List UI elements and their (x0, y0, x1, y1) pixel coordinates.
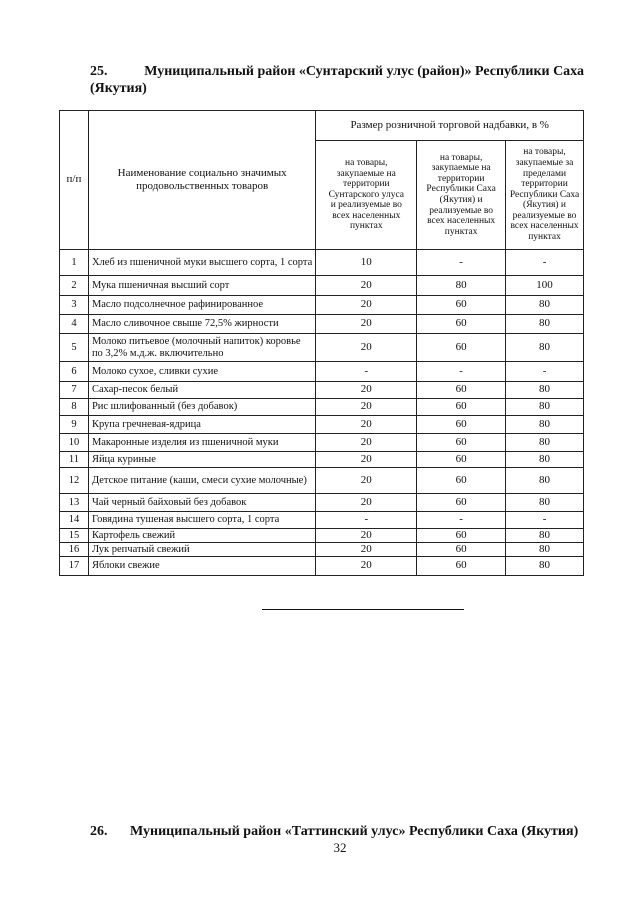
row-product: Яблоки свежие (88, 557, 315, 576)
table-row (60, 276, 584, 296)
row-num: 14 (60, 512, 89, 529)
row-num: 11 (60, 452, 89, 468)
row-product: Макаронные изделия из пшеничной муки (88, 434, 315, 452)
row-product: Мука пшеничная высший сорт (88, 276, 315, 296)
row-value-local: 20 (316, 543, 417, 557)
row-num: 13 (60, 494, 89, 512)
header-col3-l8: всех населенных (510, 221, 579, 232)
row-value-republic: 60 (417, 452, 506, 468)
row-value-republic: 80 (417, 276, 506, 296)
row-value-outside: 80 (506, 452, 584, 468)
row-value-local: 20 (316, 276, 417, 296)
row-product: Хлеб из пшеничной муки высшего сорта, 1 сорта (88, 250, 315, 276)
header-col3 (506, 141, 584, 250)
header-col1-l7: пунктах (349, 221, 383, 232)
row-value-outside: - (506, 250, 584, 276)
header-col1-l2: закупаемые на (336, 168, 396, 179)
row-value-republic: 60 (417, 557, 506, 576)
section-25-heading (90, 63, 584, 97)
row-num: 8 (60, 399, 89, 416)
row-value-local: - (316, 512, 417, 529)
header-col3-l4: территории (521, 179, 568, 190)
header-num: п/п (60, 111, 89, 250)
row-value-outside: 80 (506, 529, 584, 543)
row-num: 10 (60, 434, 89, 452)
section-25-title-cont: (Якутия) (90, 81, 147, 96)
table-row (60, 382, 584, 399)
header-col2-l7: всех населенных (427, 216, 496, 227)
row-value-republic: 60 (417, 468, 506, 494)
row-value-republic: 60 (417, 543, 506, 557)
row-value-republic: 60 (417, 382, 506, 399)
row-value-outside: 80 (506, 557, 584, 576)
table-row (60, 434, 584, 452)
row-num: 12 (60, 468, 89, 494)
header-name (88, 111, 315, 250)
row-value-outside: 80 (506, 468, 584, 494)
row-value-local: 20 (316, 529, 417, 543)
row-num: 17 (60, 557, 89, 576)
row-product: Чай черный байховый без добавок (88, 494, 315, 512)
row-product: Масло подсолнечное рафинированное (88, 296, 315, 315)
header-col1-l4: Сунтарского улуса (328, 189, 405, 200)
header-col3-l5: Республики Саха (509, 189, 580, 200)
header-col2-l6: реализуемые во (429, 205, 494, 216)
row-value-republic: 60 (417, 334, 506, 362)
row-product: Молоко сухое, сливки сухие (88, 362, 315, 382)
page-number: 32 (333, 840, 347, 855)
header-name-line2: продовольственных товаров (136, 180, 269, 192)
header-col3-l7: реализуемые во (512, 210, 577, 221)
row-product: Говядина тушеная высшего сорта, 1 сорта (88, 512, 315, 529)
row-value-outside: 80 (506, 296, 584, 315)
header-col2-l2: закупаемые на (431, 163, 491, 174)
header-name-line1: Наименование социально значимых (117, 167, 287, 179)
row-value-republic: - (417, 362, 506, 382)
section-26-title: Муниципальный район «Таттинский улус» Республики Саха (Якутия) (130, 824, 579, 839)
row-value-republic: 60 (417, 416, 506, 434)
table-row (60, 452, 584, 468)
section-25-heading-line1 (90, 63, 584, 80)
row-value-local: 20 (316, 399, 417, 416)
row-product: Картофель свежий (88, 529, 315, 543)
row-product: Крупа гречневая-ядрица (88, 416, 315, 434)
table-row (60, 557, 584, 576)
row-product: Лук репчатый свежий (88, 543, 315, 557)
row-value-outside: 80 (506, 494, 584, 512)
section-26-number: 26. (90, 824, 108, 839)
row-value-outside: 80 (506, 399, 584, 416)
row-value-republic: - (417, 250, 506, 276)
row-value-outside: - (506, 362, 584, 382)
row-value-outside: 80 (506, 382, 584, 399)
row-num: 4 (60, 315, 89, 334)
row-value-republic: 60 (417, 494, 506, 512)
row-value-outside: - (506, 512, 584, 529)
row-num: 6 (60, 362, 89, 382)
row-value-republic: 60 (417, 399, 506, 416)
row-value-outside: 80 (506, 334, 584, 362)
row-num: 9 (60, 416, 89, 434)
row-value-local: 20 (316, 557, 417, 576)
section-25-number: 25. (90, 64, 108, 79)
row-value-republic: 60 (417, 296, 506, 315)
table-row (60, 512, 584, 529)
header-col1-l3: территории (342, 179, 390, 190)
row-value-local: 20 (316, 416, 417, 434)
row-value-local: 20 (316, 382, 417, 399)
section-divider (262, 609, 464, 610)
header-col3-l1: на товары, (523, 147, 566, 158)
table-row (60, 250, 584, 276)
row-value-local: 20 (316, 315, 417, 334)
header-col3-l6: (Якутия) и (523, 200, 567, 211)
row-value-local: 20 (316, 334, 417, 362)
header-col3-l3: пределами (523, 168, 567, 179)
row-num: 3 (60, 296, 89, 315)
section-25-title: Муниципальный район «Сунтарский улус (район)» Республики Саха (144, 64, 584, 79)
table-row (60, 529, 584, 543)
table-row (60, 399, 584, 416)
header-col1-l1: на товары, (345, 157, 388, 168)
row-value-republic: 60 (417, 315, 506, 334)
header-col2-l4: Республики Саха (426, 184, 496, 195)
row-value-local: 20 (316, 468, 417, 494)
row-product: Детское питание (каши, смеси сухие молочные) (88, 468, 315, 494)
table-row (60, 315, 584, 334)
row-value-republic: - (417, 512, 506, 529)
header-col2-l8: пунктах (444, 226, 478, 237)
row-value-local: 10 (316, 250, 417, 276)
header-col3-l9: пунктах (528, 232, 561, 243)
table-row (60, 416, 584, 434)
row-value-local: 20 (316, 296, 417, 315)
table-row (60, 543, 584, 557)
table-row (60, 468, 584, 494)
table-row (60, 296, 584, 315)
table-row (60, 494, 584, 512)
row-product: Яйца куриные (88, 452, 315, 468)
header-group: Размер розничной торговой надбавки, в % (316, 111, 584, 141)
section-26-heading (90, 823, 584, 840)
row-value-local: 20 (316, 434, 417, 452)
row-value-local: 20 (316, 452, 417, 468)
row-value-republic: 60 (417, 434, 506, 452)
table-row (60, 334, 584, 362)
row-product: Сахар-песок белый (88, 382, 315, 399)
row-product: Молоко питьевое (молочный напиток) коровье по 3,2% м.д.ж. включительно (88, 334, 315, 362)
header-col1-l5: и реализуемые во (330, 200, 402, 211)
row-value-outside: 80 (506, 315, 584, 334)
row-num: 7 (60, 382, 89, 399)
row-num: 5 (60, 334, 89, 362)
row-value-local: - (316, 362, 417, 382)
row-num: 15 (60, 529, 89, 543)
row-value-outside: 100 (506, 276, 584, 296)
row-value-outside: 80 (506, 434, 584, 452)
table-row (60, 362, 584, 382)
row-value-outside: 80 (506, 416, 584, 434)
row-value-local: 20 (316, 494, 417, 512)
row-num: 1 (60, 250, 89, 276)
row-product: Масло сливочное свыше 72,5% жирности (88, 315, 315, 334)
header-col2-l1: на товары, (439, 152, 483, 163)
markup-table (59, 110, 584, 576)
header-col2 (417, 141, 506, 250)
row-num: 2 (60, 276, 89, 296)
row-value-republic: 60 (417, 529, 506, 543)
header-col2-l5: (Якутия) и (439, 195, 483, 205)
header-col3-l2: закупаемые за (515, 157, 574, 168)
header-col2-l3: территории (437, 173, 485, 184)
row-value-outside: 80 (506, 543, 584, 557)
header-col1-l6: всех населенных (332, 210, 401, 221)
header-col1 (316, 141, 417, 250)
row-num: 16 (60, 543, 89, 557)
row-product: Рис шлифованный (без добавок) (88, 399, 315, 416)
